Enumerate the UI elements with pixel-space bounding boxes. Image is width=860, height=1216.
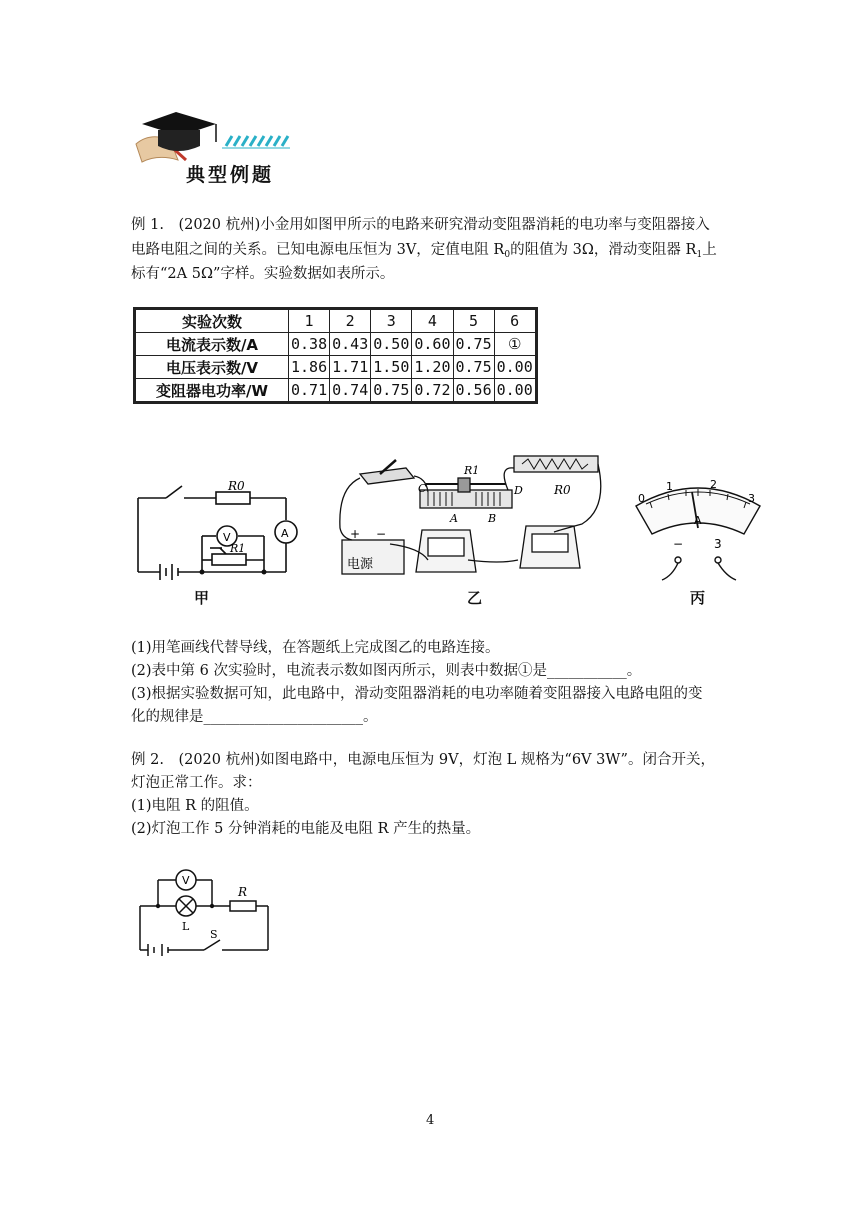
fig-bing-2: 2 bbox=[710, 478, 717, 491]
table-cell: 0.75 bbox=[371, 379, 412, 403]
table-cell: 0.74 bbox=[330, 379, 371, 403]
table-cell: 1.20 bbox=[412, 356, 453, 379]
fig-jia-r0: R0 bbox=[228, 479, 245, 493]
table-cell: 0.50 bbox=[371, 333, 412, 356]
table-cell: 0.38 bbox=[289, 333, 330, 356]
table-cell: 电流表示数/A bbox=[135, 333, 289, 356]
table-header-cell: 4 bbox=[412, 309, 453, 333]
data-table bbox=[133, 307, 538, 404]
figure-ex2-circuit bbox=[134, 866, 274, 960]
ex1-question-2: (2)表中第 6 次实验时，电流表示数如图丙所示，则表中数据①是___________。 bbox=[131, 663, 642, 679]
ex1-line3: 标有“2A 5Ω”字样。实验数据如表所示。 bbox=[131, 266, 395, 282]
fig-bing-0: 0 bbox=[638, 492, 645, 505]
fig2-l: L bbox=[182, 920, 190, 933]
figure-yi-apparatus bbox=[330, 448, 610, 586]
ex2-line2: 灯泡正常工作。求： bbox=[131, 775, 262, 791]
fig-bing-minus: − bbox=[673, 537, 684, 551]
ex1-line1: 例 1. (2020 杭州)小金用如图甲所示的电路来研究滑动变阻器消耗的电功率与变阻器接入 bbox=[131, 217, 710, 233]
table-cell: 1.71 bbox=[330, 356, 371, 379]
ex1-question-1: (1)用笔画线代替导线，在答题纸上完成图乙的电路连接。 bbox=[131, 640, 500, 656]
ex1-line2-sub: 0 bbox=[504, 250, 511, 260]
table-header-cell: 实验次数 bbox=[135, 309, 289, 333]
ex1-line2 bbox=[131, 240, 717, 265]
caption-bing: 丙 bbox=[690, 589, 706, 607]
table-cell: 1.50 bbox=[371, 356, 412, 379]
page-number: 4 bbox=[426, 1113, 435, 1128]
table-cell: 0.75 bbox=[453, 356, 494, 379]
table-cell: 变阻器电功率/W bbox=[135, 379, 289, 403]
table-cell: 0.00 bbox=[494, 379, 536, 403]
fig-bing-1: 1 bbox=[666, 480, 673, 493]
ex2-line1: 例 2. (2020 杭州)如图电路中，电源电压恒为 9V，灯泡 L 规格为“6V 3W”。闭合开关， bbox=[131, 752, 715, 768]
table-row bbox=[135, 379, 537, 403]
fig-jia-v: V bbox=[223, 531, 231, 544]
figure-bing-ammeter bbox=[628, 476, 768, 588]
ex2-question-1: (1)电阻 R 的阻值。 bbox=[131, 798, 259, 814]
table-cell: 0.56 bbox=[453, 379, 494, 403]
fig-bing-a: A bbox=[694, 514, 702, 527]
fig2-s: S bbox=[210, 928, 218, 941]
fig-yi-plus: + bbox=[350, 527, 361, 541]
fig-yi-d: D bbox=[514, 484, 523, 497]
table-header-cell: 6 bbox=[494, 309, 536, 333]
table-row bbox=[135, 309, 537, 333]
table-cell: 0.71 bbox=[289, 379, 330, 403]
fig-jia-r1: R1 bbox=[230, 542, 246, 555]
table-cell: ① bbox=[494, 333, 536, 356]
table-header-cell: 3 bbox=[371, 309, 412, 333]
ex1-line2-c: 上 bbox=[702, 242, 717, 258]
fig-yi-minus: − bbox=[376, 527, 387, 541]
table-cell: 0.60 bbox=[412, 333, 453, 356]
table-row bbox=[135, 356, 537, 379]
ex1-question-3a: (3)根据实验数据可知，此电路中，滑动变阻器消耗的电功率随着变阻器接入电路电阻的变 bbox=[131, 686, 703, 702]
fig-jia-a: A bbox=[281, 527, 289, 540]
table-cell: 0.72 bbox=[412, 379, 453, 403]
figure-jia-circuit bbox=[130, 470, 310, 590]
fig-bing-3: 3 bbox=[748, 492, 755, 505]
ex1-line2-sub2: 1 bbox=[696, 250, 703, 260]
badge-title: 典型例题 bbox=[186, 164, 275, 186]
table-row bbox=[135, 333, 537, 356]
fig-yi-r0: R0 bbox=[554, 483, 571, 497]
fig-yi-a: A bbox=[450, 512, 458, 525]
fig-yi-c: C bbox=[418, 482, 427, 495]
fig2-v: V bbox=[182, 874, 190, 887]
ex1-line2-a: 电路电阻之间的关系。已知电源电压恒为 3V，定值电阻 R bbox=[131, 242, 505, 258]
fig-yi-r1: R1 bbox=[464, 464, 480, 477]
table-cell: 0.75 bbox=[453, 333, 494, 356]
ex1-question-3b: 化的规律是______________________。 bbox=[131, 709, 378, 725]
header-badge bbox=[130, 110, 300, 190]
table-header-cell: 2 bbox=[330, 309, 371, 333]
fig-yi-power: 电源 bbox=[347, 557, 374, 572]
table-header-cell: 5 bbox=[453, 309, 494, 333]
table-header-cell: 1 bbox=[289, 309, 330, 333]
fig-yi-b: B bbox=[488, 512, 497, 525]
table-cell: 0.43 bbox=[330, 333, 371, 356]
caption-jia: 甲 bbox=[194, 589, 210, 607]
ex2-question-2: (2)灯泡工作 5 分钟消耗的电能及电阻 R 产生的热量。 bbox=[131, 821, 481, 837]
caption-yi: 乙 bbox=[467, 589, 483, 607]
table-cell: 0.00 bbox=[494, 356, 536, 379]
fig-bing-3-term: 3 bbox=[714, 537, 722, 551]
fig2-r: R bbox=[238, 885, 248, 899]
table-cell: 电压表示数/V bbox=[135, 356, 289, 379]
table-cell: 1.86 bbox=[289, 356, 330, 379]
ex1-line2-b: 的阻值为 3Ω，滑动变阻器 R bbox=[510, 242, 697, 258]
